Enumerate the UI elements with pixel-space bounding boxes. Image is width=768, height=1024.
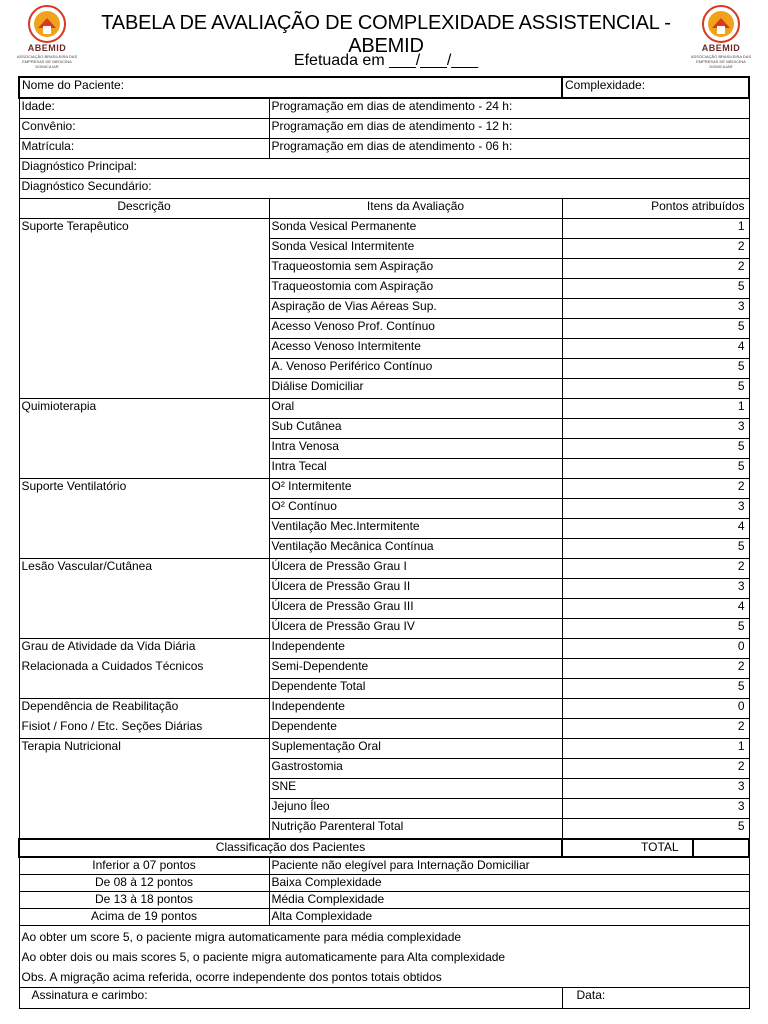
item-label: Acesso Venoso Prof. Contínuo <box>269 319 562 339</box>
item-label: A. Venoso Periférico Contínuo <box>269 359 562 379</box>
points-value: 3 <box>562 779 749 799</box>
classification-row <box>19 875 749 892</box>
points-value: 1 <box>562 219 749 239</box>
abemid-logo-icon <box>24 4 70 44</box>
points-value: 5 <box>562 379 749 399</box>
table-row <box>19 699 749 719</box>
note-text: Ao obter um score 5, o paciente migra automaticamente para média complexidade <box>21 930 462 944</box>
row-nome <box>19 77 749 98</box>
item-label: Ventilação Mecânica Contínua <box>269 539 562 559</box>
score-range: De 13 à 18 pontos <box>19 892 269 909</box>
classification-row <box>19 892 749 909</box>
points-value: 3 <box>562 579 749 599</box>
category-label: Quimioterapia <box>21 399 97 413</box>
item-label: Oral <box>269 399 562 419</box>
points-value: 1 <box>562 399 749 419</box>
notes-row <box>19 926 749 988</box>
points-value: 4 <box>562 339 749 359</box>
points-value: 4 <box>562 599 749 619</box>
idade-field[interactable]: Idade: <box>19 98 269 119</box>
item-label: Sonda Vesical Intermitente <box>269 239 562 259</box>
complexity-description: Alta Complexidade <box>269 909 749 926</box>
category-label: Fisiot / Fono / Etc. Seções Diárias <box>21 719 203 733</box>
points-value: 2 <box>562 259 749 279</box>
points-value: 5 <box>562 459 749 479</box>
points-value: 1 <box>562 739 749 759</box>
points-value: 2 <box>562 479 749 499</box>
nome-paciente-field[interactable]: Nome do Paciente: <box>19 77 562 98</box>
matricula-field[interactable]: Matrícula: <box>19 139 269 159</box>
points-value: 3 <box>562 499 749 519</box>
category-cell <box>19 559 269 639</box>
score-range: De 08 à 12 pontos <box>19 875 269 892</box>
classification-title: Classificação dos Pacientes <box>19 839 562 857</box>
item-label: Intra Venosa <box>269 439 562 459</box>
item-label: Traqueostomia sem Aspiração <box>269 259 562 279</box>
category-label: Dependência de Reabilitação <box>21 699 179 713</box>
item-label: O² Intermitente <box>269 479 562 499</box>
item-label: Semi-Dependente <box>269 659 562 679</box>
points-value: 5 <box>562 619 749 639</box>
item-label: Acesso Venoso Intermitente <box>269 339 562 359</box>
classification-header-row <box>19 839 749 857</box>
points-value: 3 <box>562 799 749 819</box>
points-value: 4 <box>562 519 749 539</box>
points-value: 2 <box>562 559 749 579</box>
column-header-row <box>19 199 749 219</box>
category-label: Terapia Nutricional <box>21 739 121 753</box>
logo-subtitle: ASSOCIAÇÃO BRASILEIRA DAS EMPRESAS DE MEDICINA DOMICILIAR <box>690 54 752 69</box>
column-header-pontos: Pontos atribuídos <box>562 199 749 219</box>
category-label: Suporte Ventilatório <box>21 479 127 493</box>
points-value: 5 <box>562 359 749 379</box>
convenio-field[interactable]: Convênio: <box>19 119 269 139</box>
points-value: 5 <box>562 539 749 559</box>
row-matricula <box>19 139 749 159</box>
item-label: Sub Cutânea <box>269 419 562 439</box>
logo-subtitle: ASSOCIAÇÃO BRASILEIRA DAS EMPRESAS DE MEDICINA DOMICILIAR <box>16 54 78 69</box>
table-row <box>19 739 749 759</box>
item-label: Independente <box>269 639 562 659</box>
category-cell <box>19 479 269 559</box>
table-row <box>19 479 749 499</box>
category-cell <box>19 739 269 840</box>
item-label: Traqueostomia com Aspiração <box>269 279 562 299</box>
item-label: Ventilação Mec.Intermitente <box>269 519 562 539</box>
points-value: 2 <box>562 659 749 679</box>
item-label: Úlcera de Pressão Grau II <box>269 579 562 599</box>
assinatura-field[interactable]: Assinatura e carimbo: <box>19 988 562 1009</box>
row-idade <box>19 98 749 119</box>
programacao-12h-field[interactable]: Programação em dias de atendimento - 12 h: <box>269 119 749 139</box>
abemid-logo-icon <box>698 4 744 44</box>
category-cell <box>19 639 269 699</box>
item-label: Aspiração de Vias Aéreas Sup. <box>269 299 562 319</box>
total-label: TOTAL <box>562 839 693 857</box>
signature-row <box>19 988 749 1009</box>
item-label: Suplementação Oral <box>269 739 562 759</box>
classification-row <box>19 909 749 926</box>
points-value: 3 <box>562 299 749 319</box>
item-label: O² Contínuo <box>269 499 562 519</box>
evaluation-table <box>18 76 750 1009</box>
row-convenio <box>19 119 749 139</box>
item-label: Úlcera de Pressão Grau III <box>269 599 562 619</box>
data-field[interactable]: Data: <box>562 988 749 1009</box>
points-value: 5 <box>562 819 749 840</box>
row-diag-principal <box>19 159 749 179</box>
notes-cell <box>19 926 749 988</box>
complexity-description: Média Complexidade <box>269 892 749 909</box>
complexidade-field[interactable]: Complexidade: <box>562 77 749 98</box>
item-label: Sonda Vesical Permanente <box>269 219 562 239</box>
page-title: TABELA DE AVALIAÇÃO DE COMPLEXIDADE ASSISTENCIAL - ABEMID <box>101 12 671 57</box>
classification-row <box>19 857 749 875</box>
table-row <box>19 639 749 659</box>
note-text: Obs. A migração acima referida, ocorre independente dos pontos totais obtidos <box>21 970 442 984</box>
item-label: Intra Tecal <box>269 459 562 479</box>
abemid-logo-left <box>12 4 82 74</box>
points-value: 0 <box>562 639 749 659</box>
score-range: Inferior a 07 pontos <box>19 857 269 875</box>
abemid-logo-right <box>686 4 756 74</box>
complexity-description: Baixa Complexidade <box>269 875 749 892</box>
programacao-06h-field[interactable]: Programação em dias de atendimento - 06 h: <box>269 139 749 159</box>
points-value: 2 <box>562 759 749 779</box>
diagnostico-secundario-field[interactable]: Diagnóstico Secundário: <box>19 179 749 199</box>
category-cell <box>19 219 269 399</box>
item-label: Dependente <box>269 719 562 739</box>
points-value: 5 <box>562 279 749 299</box>
item-label: Diálise Domiciliar <box>269 379 562 399</box>
points-value: 5 <box>562 319 749 339</box>
column-header-itens: Itens da Avaliação <box>269 199 562 219</box>
note-text: Ao obter dois ou mais scores 5, o paciente migra automaticamente para Alta complexidade <box>21 950 506 964</box>
page-header <box>0 0 768 76</box>
points-value: 2 <box>562 239 749 259</box>
item-label: Nutrição Parenteral Total <box>269 819 562 840</box>
row-diag-secundario <box>19 179 749 199</box>
points-value: 3 <box>562 419 749 439</box>
item-label: Úlcera de Pressão Grau I <box>269 559 562 579</box>
points-value: 5 <box>562 679 749 699</box>
item-label: Úlcera de Pressão Grau IV <box>269 619 562 639</box>
logo-name: ABEMID <box>701 43 741 53</box>
category-cell <box>19 399 269 479</box>
date-line: Efetuada em ___/___/___ <box>293 52 479 69</box>
total-field[interactable] <box>693 839 749 857</box>
item-label: Dependente Total <box>269 679 562 699</box>
category-label: Suporte Terapêutico <box>21 219 129 233</box>
category-label: Lesão Vascular/Cutânea <box>21 559 153 573</box>
diagnostico-principal-field[interactable]: Diagnóstico Principal: <box>19 159 749 179</box>
table-row <box>19 559 749 579</box>
score-range: Acima de 19 pontos <box>19 909 269 926</box>
item-label: Independente <box>269 699 562 719</box>
item-label: SNE <box>269 779 562 799</box>
complexity-description: Paciente não elegível para Internação Domiciliar <box>269 857 749 875</box>
item-label: Gastrostomia <box>269 759 562 779</box>
item-label: Jejuno Íleo <box>269 799 562 819</box>
category-label: Relacionada a Cuidados Técnicos <box>21 659 204 673</box>
column-header-descricao: Descrição <box>19 199 269 219</box>
table-row <box>19 399 749 419</box>
points-value: 2 <box>562 719 749 739</box>
programacao-24h-field[interactable]: Programação em dias de atendimento - 24 h: <box>269 98 749 119</box>
points-value: 5 <box>562 439 749 459</box>
table-row <box>19 219 749 239</box>
logo-name: ABEMID <box>27 43 67 53</box>
category-cell <box>19 699 269 739</box>
category-label: Grau de Atividade da Vida Diária <box>21 639 196 653</box>
points-value: 0 <box>562 699 749 719</box>
